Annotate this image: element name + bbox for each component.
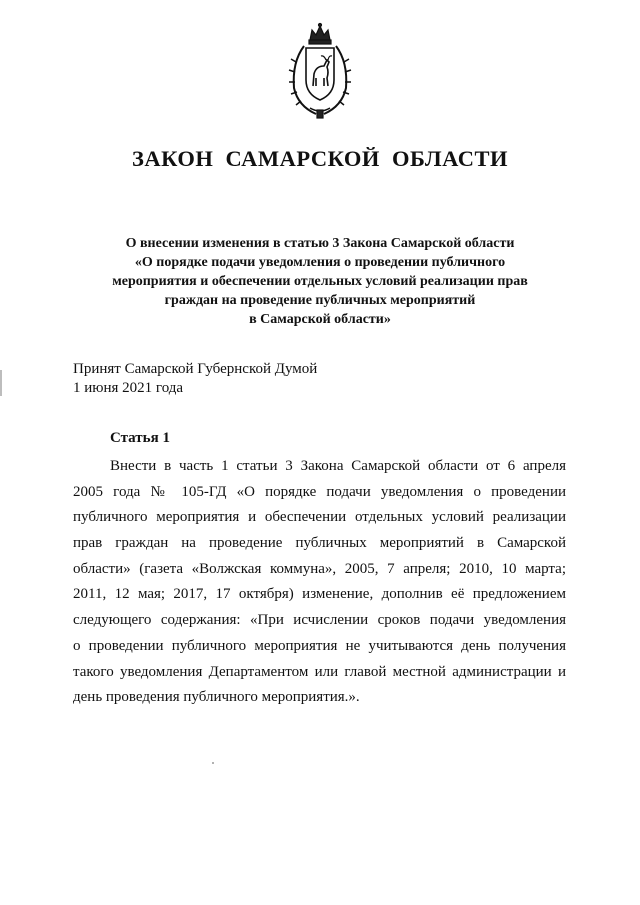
adopted-by: Принят Самарской Губернской Думой [73,361,318,377]
article-text-line: 2011, 12 мая; 2017, 17 октября) изменение, дополнив её предложением [73,586,566,603]
subject-line: мероприятия и обеспечении отдельных условий реализации прав [112,274,528,289]
scan-edge-mark [0,370,2,396]
scan-speck [212,762,214,764]
samara-coat-of-arms-icon [280,22,360,120]
subject-line: О внесении изменения в статью 3 Закона Самарской области [125,236,515,251]
subject-line: «О порядке подачи уведомления о проведении публичного [134,255,506,270]
article-text-line: Внести в часть 1 статьи 3 Закона Самарской области от 6 апреля [110,458,566,474]
article-heading: Статья 1 [110,430,170,446]
subject-line: граждан на проведение публичных мероприятий [164,293,476,308]
adoption-date: 1 июня 2021 года [73,380,184,396]
article-text-line: такого уведомления Департаментом или главой местной администрации и [73,663,566,680]
subject-line: в Самарской области» [249,312,391,327]
law-title: ЗАКОН САМАРСКОЙ ОБЛАСТИ [132,146,508,171]
law-subject [60,234,580,329]
article-text-line: день проведения публичного мероприятия.». [73,689,360,706]
article-body [73,454,566,711]
article-text-line: прав граждан на проведение публичных мероприятий в Самарской [73,535,566,552]
article-text-line: публичного мероприятия и обеспечении отдельных условий реализации [73,509,566,526]
article-text-line: области» (газета «Волжская коммуна», 2005, 7 апреля; 2010, 10 марта; [73,560,566,577]
adoption-info [73,360,317,398]
article-text-line: следующего содержания: «При исчислении сроков подачи уведомления [73,612,566,629]
article-text-line: 2005 года № 105-ГД «О порядке подачи уведомления о проведении [73,483,566,500]
article-text-line: о проведении публичного мероприятия не учитываются день получения [73,637,566,654]
